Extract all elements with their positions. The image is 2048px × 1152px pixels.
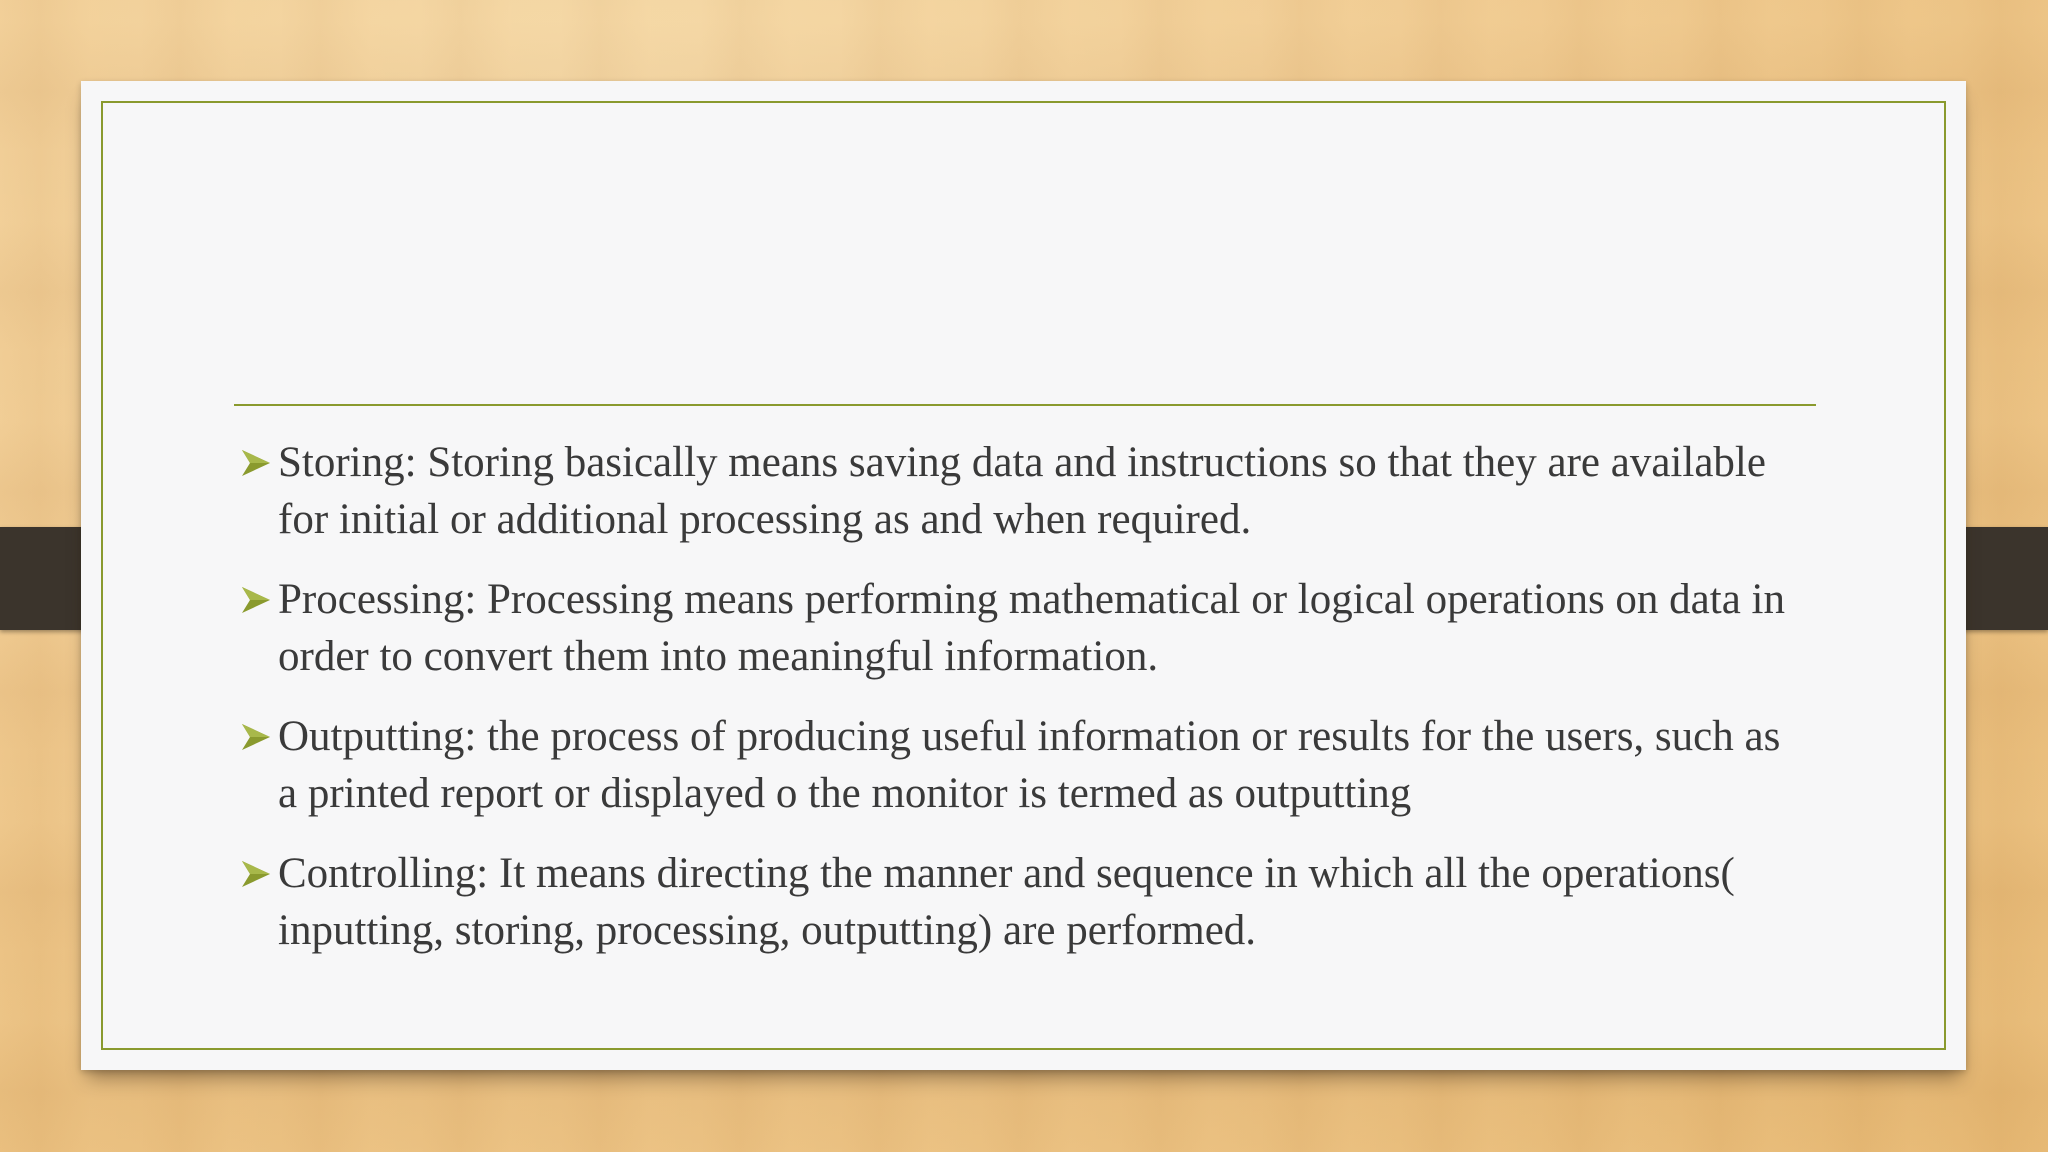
arrowhead-bullet-icon: [240, 584, 272, 616]
bullet-text: Outputting: the process of producing useful information or results for the users, such as a printed report or displayed o the monitor is termed as outputting: [278, 713, 1781, 817]
bullet-item-outputting: [234, 708, 1794, 822]
arrowhead-bullet-icon: [240, 447, 272, 479]
bullet-text: Processing: Processing means performing mathematical or logical operations on data in order to convert them into meaningful information.: [278, 576, 1785, 680]
bullet-list: [234, 434, 1794, 982]
arrowhead-bullet-icon: [240, 721, 272, 753]
slide-canvas: [81, 81, 1966, 1070]
bullet-item-storing: [234, 434, 1794, 548]
bullet-text: Controlling: It means directing the manner and sequence in which all the operations( inputting, storing, processing, outputting) are performed.: [278, 850, 1735, 954]
bullet-item-controlling: [234, 845, 1794, 959]
title-divider-line: [234, 404, 1816, 406]
arrowhead-bullet-icon: [240, 858, 272, 890]
bullet-text: Storing: Storing basically means saving data and instructions so that they are available for initial or additional processing as and when required.: [278, 439, 1766, 543]
bullet-item-processing: [234, 571, 1794, 685]
